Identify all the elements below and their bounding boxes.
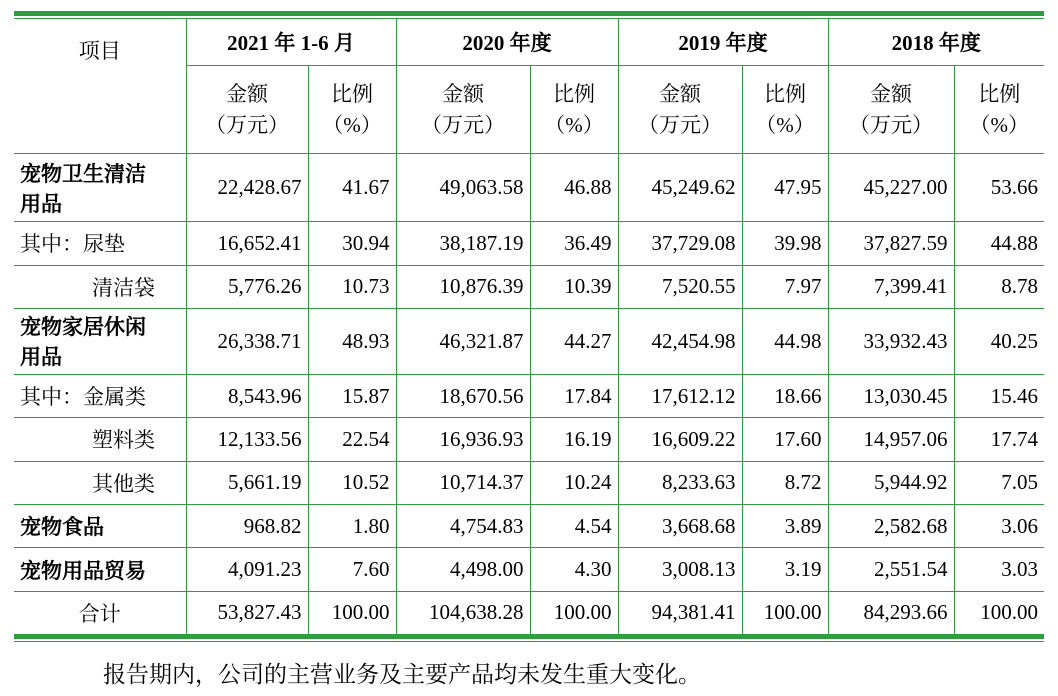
cell-ratio: 30.94 bbox=[308, 222, 396, 265]
cell-amount: 84,293.66 bbox=[828, 591, 954, 634]
row-label: 合计 bbox=[14, 591, 186, 634]
cell-ratio: 100.00 bbox=[530, 591, 618, 634]
cell-amount: 16,652.41 bbox=[186, 222, 308, 265]
cell-ratio: 46.88 bbox=[530, 154, 618, 222]
cell-ratio: 10.24 bbox=[530, 461, 618, 504]
header-amount: 金额 （万元） bbox=[396, 66, 530, 154]
cell-ratio: 100.00 bbox=[742, 591, 828, 634]
row-label: 宠物卫生清洁 用品 bbox=[14, 154, 186, 222]
table-bottom-rule-thin bbox=[14, 641, 1044, 642]
cell-amount: 33,932.43 bbox=[828, 308, 954, 374]
cell-amount: 42,454.98 bbox=[618, 308, 742, 374]
cell-ratio: 100.00 bbox=[954, 591, 1044, 634]
cell-ratio: 100.00 bbox=[308, 591, 396, 634]
cell-ratio: 3.19 bbox=[742, 548, 828, 591]
row-label: 宠物食品 bbox=[14, 505, 186, 548]
cell-amount: 10,714.37 bbox=[396, 461, 530, 504]
header-year-2020: 2020 年度 bbox=[396, 19, 618, 66]
cell-amount: 8,543.96 bbox=[186, 374, 308, 417]
cell-ratio: 3.03 bbox=[954, 548, 1044, 591]
cell-amount: 8,233.63 bbox=[618, 461, 742, 504]
cell-ratio: 7.05 bbox=[954, 461, 1044, 504]
cell-amount: 5,944.92 bbox=[828, 461, 954, 504]
row-label: 宠物用品贸易 bbox=[14, 548, 186, 591]
cell-ratio: 4.54 bbox=[530, 505, 618, 548]
cell-amount: 94,381.41 bbox=[618, 591, 742, 634]
cell-ratio: 48.93 bbox=[308, 308, 396, 374]
report-note: 报告期内，公司的主营业务及主要产品均未发生重大变化。 bbox=[103, 662, 701, 687]
cell-amount: 2,551.54 bbox=[828, 548, 954, 591]
table-row bbox=[14, 308, 1044, 374]
cell-ratio: 3.89 bbox=[742, 505, 828, 548]
cell-ratio: 7.97 bbox=[742, 265, 828, 308]
row-label: 清洁袋 bbox=[14, 265, 186, 308]
cell-amount: 4,498.00 bbox=[396, 548, 530, 591]
cell-amount: 7,399.41 bbox=[828, 265, 954, 308]
table-row bbox=[14, 374, 1044, 417]
header-year-2019: 2019 年度 bbox=[618, 19, 828, 66]
product-revenue-table bbox=[14, 19, 1044, 634]
row-label: 其他类 bbox=[14, 461, 186, 504]
cell-ratio: 17.84 bbox=[530, 374, 618, 417]
cell-amount: 22,428.67 bbox=[186, 154, 308, 222]
cell-amount: 7,520.55 bbox=[618, 265, 742, 308]
cell-amount: 104,638.28 bbox=[396, 591, 530, 634]
header-ratio: 比例 （%） bbox=[308, 66, 396, 154]
cell-ratio: 22.54 bbox=[308, 418, 396, 461]
table-top-rule bbox=[14, 11, 1044, 16]
cell-ratio: 4.30 bbox=[530, 548, 618, 591]
row-label: 其中：尿垫 bbox=[14, 222, 186, 265]
table-row bbox=[14, 222, 1044, 265]
cell-amount: 16,936.93 bbox=[396, 418, 530, 461]
cell-ratio: 10.73 bbox=[308, 265, 396, 308]
cell-ratio: 41.67 bbox=[308, 154, 396, 222]
cell-ratio: 15.87 bbox=[308, 374, 396, 417]
cell-amount: 16,609.22 bbox=[618, 418, 742, 461]
cell-ratio: 16.19 bbox=[530, 418, 618, 461]
cell-ratio: 44.98 bbox=[742, 308, 828, 374]
cell-amount: 17,612.12 bbox=[618, 374, 742, 417]
table-row bbox=[14, 505, 1044, 548]
cell-ratio: 53.66 bbox=[954, 154, 1044, 222]
table-row-total bbox=[14, 591, 1044, 634]
table-row bbox=[14, 548, 1044, 591]
cell-ratio: 10.39 bbox=[530, 265, 618, 308]
cell-amount: 14,957.06 bbox=[828, 418, 954, 461]
cell-amount: 45,249.62 bbox=[618, 154, 742, 222]
cell-amount: 5,776.26 bbox=[186, 265, 308, 308]
table-row bbox=[14, 418, 1044, 461]
row-label: 塑料类 bbox=[14, 418, 186, 461]
cell-ratio: 36.49 bbox=[530, 222, 618, 265]
header-amount: 金额 （万元） bbox=[186, 66, 308, 154]
cell-amount: 37,729.08 bbox=[618, 222, 742, 265]
cell-amount: 3,008.13 bbox=[618, 548, 742, 591]
table-row bbox=[14, 265, 1044, 308]
header-amount: 金额 （万元） bbox=[828, 66, 954, 154]
cell-ratio: 18.66 bbox=[742, 374, 828, 417]
cell-amount: 968.82 bbox=[186, 505, 308, 548]
cell-ratio: 44.88 bbox=[954, 222, 1044, 265]
cell-ratio: 10.52 bbox=[308, 461, 396, 504]
cell-ratio: 7.60 bbox=[308, 548, 396, 591]
header-ratio: 比例 （%） bbox=[742, 66, 828, 154]
cell-amount: 10,876.39 bbox=[396, 265, 530, 308]
cell-amount: 46,321.87 bbox=[396, 308, 530, 374]
cell-ratio: 3.06 bbox=[954, 505, 1044, 548]
cell-amount: 13,030.45 bbox=[828, 374, 954, 417]
header-ratio: 比例 （%） bbox=[954, 66, 1044, 154]
cell-ratio: 40.25 bbox=[954, 308, 1044, 374]
row-label: 宠物家居休闲 用品 bbox=[14, 308, 186, 374]
cell-amount: 53,827.43 bbox=[186, 591, 308, 634]
cell-amount: 45,227.00 bbox=[828, 154, 954, 222]
cell-amount: 38,187.19 bbox=[396, 222, 530, 265]
cell-amount: 12,133.56 bbox=[186, 418, 308, 461]
cell-ratio: 39.98 bbox=[742, 222, 828, 265]
cell-amount: 49,063.58 bbox=[396, 154, 530, 222]
header-year-2021h1: 2021 年 1-6 月 bbox=[186, 19, 396, 66]
cell-amount: 5,661.19 bbox=[186, 461, 308, 504]
cell-amount: 3,668.68 bbox=[618, 505, 742, 548]
cell-ratio: 1.80 bbox=[308, 505, 396, 548]
header-year-2018: 2018 年度 bbox=[828, 19, 1044, 66]
cell-ratio: 17.60 bbox=[742, 418, 828, 461]
row-label: 其中：金属类 bbox=[14, 374, 186, 417]
table-bottom-rule bbox=[14, 634, 1044, 639]
cell-amount: 37,827.59 bbox=[828, 222, 954, 265]
cell-ratio: 8.78 bbox=[954, 265, 1044, 308]
table-row bbox=[14, 461, 1044, 504]
cell-amount: 4,091.23 bbox=[186, 548, 308, 591]
table-row bbox=[14, 154, 1044, 222]
cell-amount: 4,754.83 bbox=[396, 505, 530, 548]
cell-amount: 2,582.68 bbox=[828, 505, 954, 548]
cell-ratio: 8.72 bbox=[742, 461, 828, 504]
cell-ratio: 47.95 bbox=[742, 154, 828, 222]
header-ratio: 比例 （%） bbox=[530, 66, 618, 154]
cell-amount: 18,670.56 bbox=[396, 374, 530, 417]
cell-ratio: 44.27 bbox=[530, 308, 618, 374]
cell-ratio: 15.46 bbox=[954, 374, 1044, 417]
cell-amount: 26,338.71 bbox=[186, 308, 308, 374]
header-amount: 金额 （万元） bbox=[618, 66, 742, 154]
cell-ratio: 17.74 bbox=[954, 418, 1044, 461]
header-item: 项目 bbox=[14, 19, 186, 154]
